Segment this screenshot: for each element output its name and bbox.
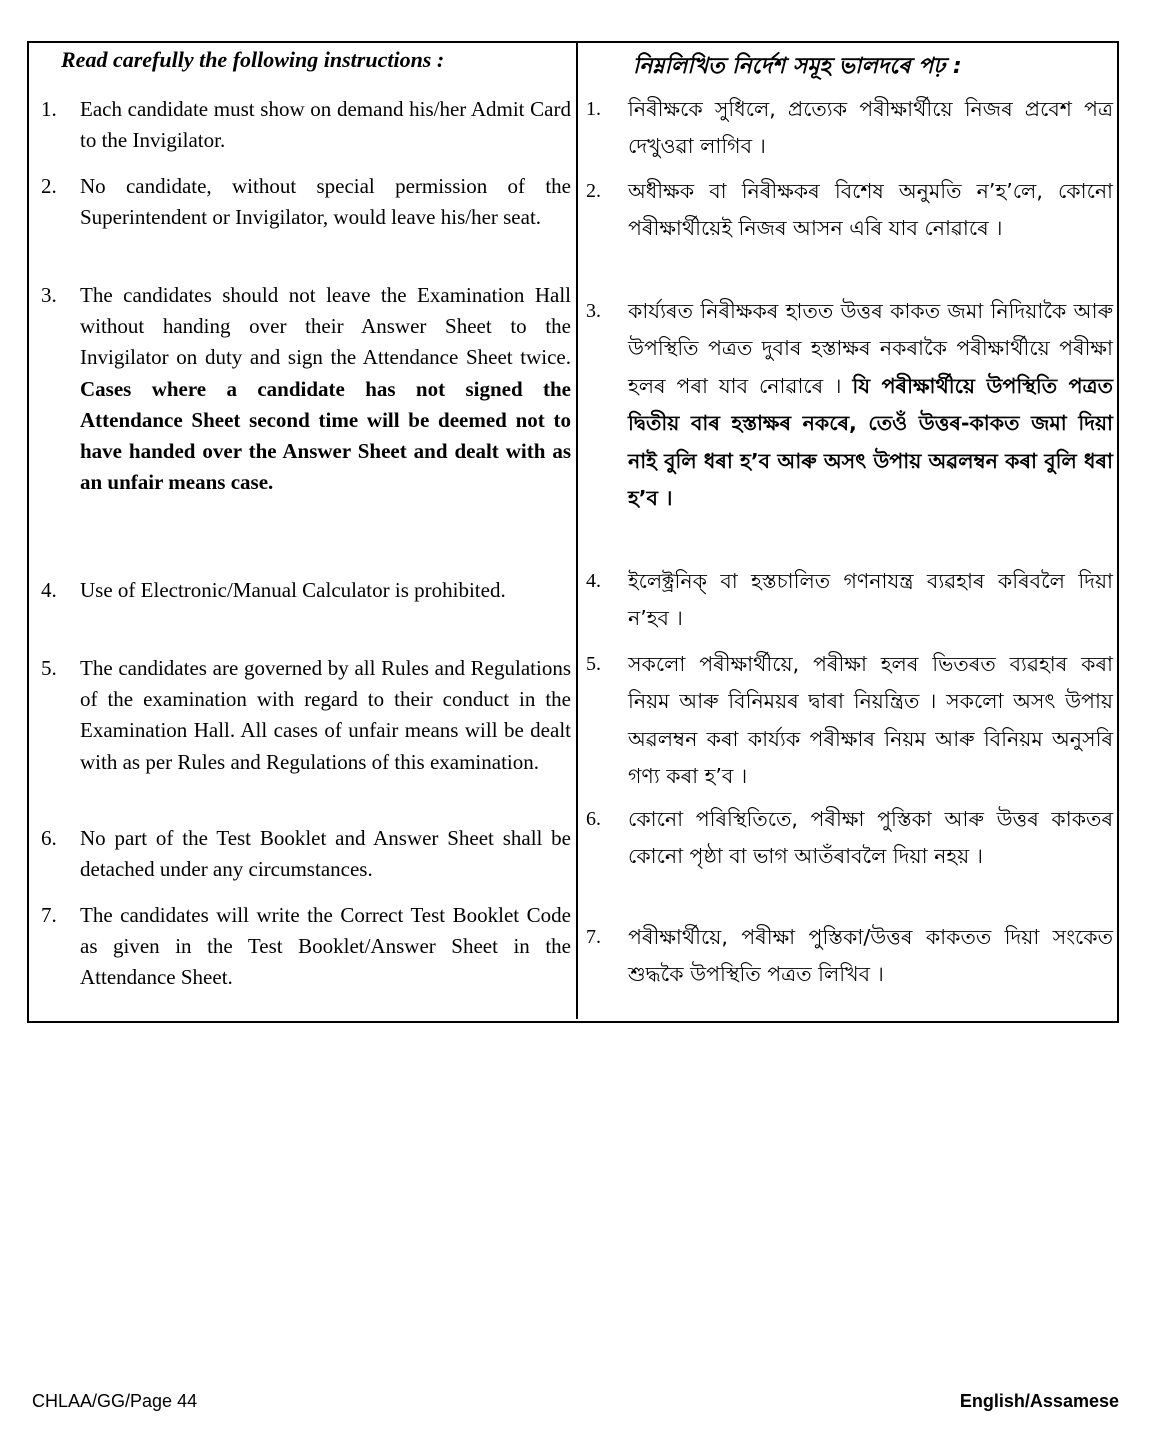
assamese-heading: নিম্নলিখিত নির্দেশ সমূহ ভালদৰে পঢ় :	[633, 54, 962, 79]
item-number: 3.	[41, 283, 57, 307]
item-number: 6.	[41, 826, 57, 850]
item-text: ইলেক্ট্ৰনিক্ বা হস্তচালিত গণনাযন্ত্ৰ ব্যৱহাৰ কৰিবলৈ দিয়া ন’হব ।	[628, 569, 1113, 631]
english-item-6	[41, 823, 571, 885]
item-number: 5.	[41, 656, 57, 680]
item-number: 4.	[586, 570, 601, 592]
item-text: নিৰীক্ষকে সুধিলে, প্ৰত্যেক পৰীক্ষাৰ্থীয়ে নিজৰ প্ৰবেশ পত্ৰ দেখুওৱা লাগিব ।	[628, 97, 1113, 159]
item-number: 5.	[586, 653, 601, 675]
item-text: Use of Electronic/Manual Calculator is prohibited.	[80, 578, 506, 602]
instructions-box	[27, 41, 1119, 1023]
item-text: Each candidate must show on demand his/her Admit Card to the Invigilator.	[80, 97, 571, 153]
item-text: সকলো পৰীক্ষাৰ্থীয়ে, পৰীক্ষা হলৰ ভিতৰত ব্যৱহাৰ কৰা নিয়ম আৰু বিনিময়ৰ দ্বাৰা নিয়ন্ত্ৰিত । সকলো অসৎ উপায় অৱলম্বন কৰা কাৰ্য্যক পৰীক্ষাৰ নিয়ম আৰু বিনিয়ম অনুসৰি গণ্য কৰা হ’ব ।	[628, 652, 1113, 789]
assamese-item-7	[583, 919, 1113, 994]
item-text: No part of the Test Booklet and Answer Sheet shall be detached under any circumstances.	[80, 826, 571, 882]
item-text: The candidates are governed by all Rules and Regulations of the examination with regard to their conduct in the Examination Hall. All cases of unfair means will be dealt with as per Rules and Regulations of this examination.	[80, 656, 571, 774]
assamese-item-1	[583, 91, 1113, 166]
english-item-2	[41, 171, 571, 233]
item-number: 1.	[586, 98, 601, 120]
item-number: 2.	[41, 174, 57, 198]
item-number: 6.	[586, 808, 601, 830]
english-heading: Read carefully the following instructions :	[61, 47, 445, 72]
english-item-5	[41, 653, 571, 778]
page-code: CHLAA/GG/Page 44	[32, 1391, 198, 1411]
item-number: 2.	[586, 180, 601, 202]
english-item-7	[41, 900, 571, 994]
item-text: কোনো পৰিস্থিতিতে, পৰীক্ষা পুস্তিকা আৰু উত্তৰ কাকতৰ কোনো পৃষ্ঠা বা ভাগ আতঁৰাবলৈ দিয়া নহয় ।	[628, 807, 1113, 869]
english-item-1	[41, 94, 571, 156]
item-text: কাৰ্য্যৰত নিৰীক্ষকৰ হাতত উত্তৰ কাকত জমা নিদিয়াকৈ আৰু উপস্থিতি পত্ৰত দুবাৰ হস্তাক্ষৰ নকৰাকৈ পৰীক্ষাৰ্থীয়ে পৰীক্ষা হলৰ পৰা যাব নোৱাৰে । যি পৰীক্ষাৰ্থীয়ে উপস্থিতি পত্ৰত দ্বিতীয় বাৰ হস্তাক্ষৰ নকৰে, তেওঁ উত্তৰ-কাকত জমা দিয়া নাই বুলি ধৰা হ’ব আৰু অসৎ উপায় অৱলম্বন কৰা বুলি ধৰা হ’ব ।	[628, 299, 1113, 511]
item-text: The candidates should not leave the Examination Hall without handing over their Answer Sheet to the Invigilator on duty and sign the Attendance Sheet twice. Cases where a candidate has not signed the Attendance Sheet second time will be deemed not to have handed over the Answer Sheet and dealt with as an unfair means case.	[80, 283, 571, 495]
english-item-3	[41, 280, 571, 498]
language-label: English/Assamese	[959, 1391, 1119, 1411]
assamese-item-3	[583, 293, 1113, 517]
assamese-item-6	[583, 801, 1113, 876]
item-number: 4.	[41, 578, 57, 602]
english-item-4	[41, 575, 571, 606]
item-number: 3.	[586, 300, 601, 322]
assamese-item-2	[583, 173, 1113, 248]
item-number: 7.	[586, 926, 601, 948]
item-text: No candidate, without special permission of the Superintendent or Invigilator, would leave his/her seat.	[80, 174, 571, 230]
item-number: 7.	[41, 903, 57, 927]
item-text-bold: Cases where a candidate has not signed the Attendance Sheet second time will be deemed not to have handed over the Answer Sheet and dealt with as an unfair means case.	[80, 376, 571, 495]
item-text: The candidates will write the Correct Test Booklet Code as given in the Test Booklet/Answer Sheet in the Attendance Sheet.	[80, 903, 571, 990]
item-number: 1.	[41, 97, 57, 121]
item-text: অধীক্ষক বা নিৰীক্ষকৰ বিশেষ অনুমতি ন’হ’লে, কোনো পৰীক্ষাৰ্থীয়েই নিজৰ আসন এৰি যাব নোৱাৰে ।	[628, 179, 1113, 241]
column-divider	[576, 43, 578, 1019]
item-text-bold: যি পৰীক্ষাৰ্থীয়ে উপস্থিতি পত্ৰত দ্বিতীয় বাৰ হস্তাক্ষৰ নকৰে, তেওঁ উত্তৰ-কাকত জমা দিয়া নাই বুলি ধৰা হ’ব আৰু অসৎ উপায় অৱলম্বন কৰা বুলি ধৰা হ’ব ।	[628, 373, 1113, 511]
item-text: পৰীক্ষাৰ্থীয়ে, পৰীক্ষা পুস্তিকা/উত্তৰ কাকতত দিয়া সংকেত শুদ্ধকৈ উপস্থিতি পত্ৰত লিখিব ।	[628, 925, 1113, 987]
assamese-item-5	[583, 646, 1113, 796]
assamese-item-4	[583, 563, 1113, 638]
